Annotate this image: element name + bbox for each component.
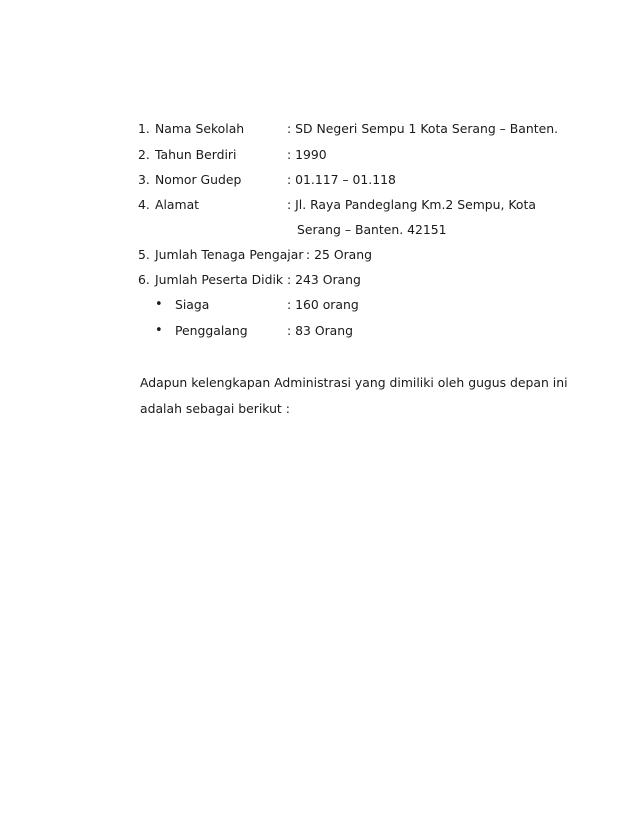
list-label: Jumlah Tenaga Pengajar — [155, 247, 304, 262]
list-value: : 243 Orang — [287, 272, 361, 287]
sublist-value: : 83 Orang — [287, 323, 353, 338]
list-value: : 01.117 – 01.118 — [287, 172, 396, 187]
list-number: 1. — [138, 121, 150, 136]
sublist-label: Penggalang — [175, 323, 248, 338]
sublist-value: : 160 orang — [287, 297, 359, 312]
list-number: 3. — [138, 172, 150, 187]
list-label: Nama Sekolah — [155, 121, 245, 136]
list-label: Alamat — [155, 197, 200, 212]
paragraph-line-1: Adapun kelengkapan Administrasi yang dimiliki oleh gugus depan ini — [140, 375, 568, 390]
list-value-continued: Serang – Banten. 42151 — [297, 222, 447, 237]
list-number: 6. — [138, 272, 150, 287]
list-value: : Jl. Raya Pandeglang Km.2 Sempu, Kota — [287, 197, 536, 212]
bullet-icon: • — [155, 297, 163, 312]
bullet-icon: • — [155, 323, 163, 338]
list-number: 4. — [138, 197, 150, 212]
list-label: Jumlah Peserta Didik — [155, 272, 284, 287]
list-number: 2. — [138, 147, 150, 162]
list-number: 5. — [138, 247, 150, 262]
list-label: Nomor Gudep — [155, 172, 242, 187]
list-value: : 1990 — [287, 147, 327, 162]
list-value: : SD Negeri Sempu 1 Kota Serang – Banten. — [287, 121, 559, 136]
paragraph-line-2: adalah sebagai berikut : — [140, 401, 290, 416]
sublist-label: Siaga — [175, 297, 210, 312]
list-value: : 25 Orang — [306, 247, 372, 262]
list-label: Tahun Berdiri — [155, 147, 237, 162]
